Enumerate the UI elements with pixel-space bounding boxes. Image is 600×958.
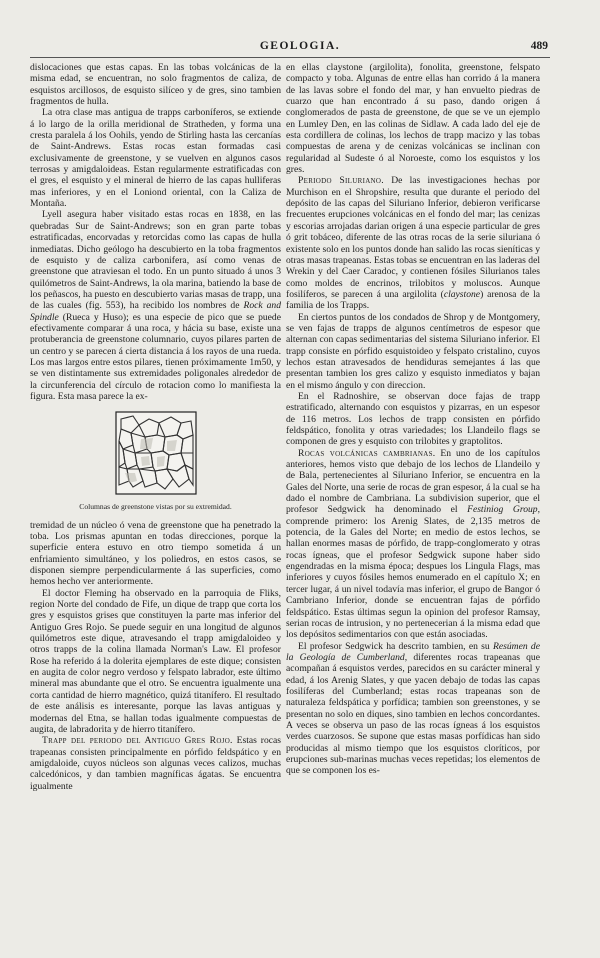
italic-term: Resúmen de la Geología de Cumberland,	[286, 640, 540, 663]
paragraph: En el Radnoshire, se observan doce fajas de trapp estratificado, alternando con esquistos y pizarras, en un espesor de 116 metros. Los lechos de trapp consisten en pórfido feldspático, fonolita y otras variedades; los Llandeilo flags se componen de gres y esquisto con trilobites y graptolitos.	[286, 390, 540, 448]
section-heading: Trapp del periodo del Antiguo Gres Rojo.	[42, 735, 233, 747]
paragraph	[286, 175, 540, 311]
text-span: ) arenosa de la familia de los Trapps.	[286, 288, 541, 312]
paragraph	[30, 209, 281, 402]
italic-term: claystone	[443, 288, 481, 300]
italic-term: Rock and Spindle	[30, 300, 282, 323]
text-span: Estas rocas trapeanas consisten principalmente en pórfido feldspático y en amigdaloide, cuyos núcleos son algunas veces calizos, muchas calcedónicos, y dan tambien magníficas ágatas. Se encuentra igualmente	[30, 735, 281, 792]
greenstone-columns-illustration	[115, 411, 197, 495]
header-rule	[30, 57, 550, 58]
paragraph: La otra clase mas antigua de trapps carboníferos, se extiende á lo largo de la orilla meridional de Stratheden, y forma una cresta paralela á los Oohils, yendo de Stirling hasta las cercanías de Saint-Andrews. Estas rocas estan formadas casi exclusivamente de greenstone, y se vuelven en algunos casos terrosas y amigdaloideas. Estan regularmente estratificadas con el gres, el esquisto y el mineral de hierro de las capas hulliferas mas inferiores, y en el Loniond oriental, con la Caliza de Montaña.	[30, 107, 281, 210]
paragraph	[30, 735, 281, 792]
page-number: 489	[530, 40, 548, 52]
text-span: diferentes rocas trapeanas que acompañan á esquistos verdes, parecidos en su carácter mineral y edad, á los Arenig Slates, y que yacen debajo de todas las capas fosilíferas del Cumberland; estas rocas trapeanas son de naturaleza feldspática y porfídica; tambien son greenstones, y se presentan no solo en diques, sino tambien en lechos concordantes. A veces se observa un paso de las rocas ígneas á los esquistos verdes cuarzosos. Se supone que estas masas porfídicas han sido producidas al mismo tiempo que los esquistos cloríticos, por erupciones sub-marinas muchas veces repetidas; los elementos de que se componen los es-	[286, 651, 540, 777]
section-heading: Rocas volcánicas cambrianas.	[298, 447, 436, 459]
left-column	[30, 62, 281, 792]
running-title: GEOLOGIA.	[259, 40, 341, 52]
text-span: (Rueca y Huso); es una especie de pico que se puede efectivamente comparar á una roca, y hácia su base, existe una protuberancia de greenstone columnario, cuyos pilares parten de un centro y se parecen á cierta distancia á los rayos de una rueda. Los mas largos entre estos pilares, tienen próximamente 1m50, y se ven distintamente sus extremidades poligonales alrededor de la circunferencia del círculo de rotacion como lo manifiesta la figura. Esta masa parece la ex-	[30, 311, 281, 402]
text-span: comprende primero: los Arenig Slates, de 2,135 metros de potencia, de la Gales del Norte; en medio de estos lechos, se hallan enormes masas de pórfido, de trapp-conglomerato y otras rocas ígneas, que el profesor Sedgwick supone haber sido engendradas en la misma época; despues los Lingula Flags, mas inferiores y cuyos fósiles hemos enumerado en el capítulo X; en tercer lugar, á un nivel todavía mas inferior, el grupo de Bangor ó Cambriano Inferior, donde se encuentran fajas de pórfido feldspático. Estas últimas segun la opinion del profesor Ramsay, serian rocas de intrusion, y no pertenecerian á la misma edad que los depósitos sedimentarios con que están asociadas.	[286, 515, 540, 641]
paragraph: dislocaciones que estas capas. En las tobas volcánicas de la misma edad, se encuentran, no solo fragmentos de caliza, de esquistos arcillosos, de esquisto silíceo y de gres, sino tambien fragmentos de hulla.	[30, 62, 281, 108]
paragraph	[286, 448, 540, 641]
paragraph: tremidad de un núcleo ó vena de greenstone que ha penetrado la toba. Los prismas apuntan en todas direcciones, porque la superficie entera estuvo en otro tiempo sometida á un enfriamiento simultáneo, y los poliedros, en estos casos, se disponen siempre perpendicularmente á las superficies, como hemos hecho ver anteriormente.	[30, 519, 281, 588]
paragraph: en ellas claystone (argilolita), fonolita, greenstone, felspato compacto y toba. Algunas de entre ellas han corrido á la manera de las lavas sobre el fondo del mar, y han envuelto piedras de cuarzo que han encontrado á su paso, dando origen á conglomerados de pasta de greenstone, de que se ve un ejemplo en Lumley Den, en las colinas de Sidlaw. A cada lado del eje de esta cordillera de colinas, los lechos de trapp macizo y las tobas compuestas de arena y de cenizas volcánicas se inclinan con regularidad al Sudeste ó al Noroeste, como los esquistos y los gres.	[286, 62, 540, 176]
italic-term: Festiniog Group,	[467, 504, 540, 516]
figure-caption: Columnas de greenstone vistas por su extremidad.	[79, 502, 232, 512]
text-span: Lyell asegura haber visitado estas rocas en 1838, en las quebradas Sur de Saint-Andrews; son en gran parte tobas estratificadas, encorvadas y retorcidas como las capas de hulla inmediatas. Dicho geólogo ha descubierto en la toba fragmentos de esquisto y de caliza carbonifera, así como venas de greenstone que atraviesan el todo. En un punto situado á unos 3 quilómetros de Saint-Andrews, la ola marina, batiendo la base de los peñascos, ha puesto en descubierto varias masas de trapp, una de las cuales (fig. 553), ha recibido los nombres de	[30, 209, 281, 312]
section-heading: Periodo Siluriano.	[298, 175, 384, 187]
figure-553	[30, 411, 281, 512]
text-span: En uno de los capítulos anteriores, hemos visto que debajo de los lechos de Llandeilo y de Bala, pertenecientes al Siluriano Inferior, se encuentra en la Gales del Norte, una serie de rocas de gran espesor, á la cual se ha dado el nombre de Cambriana. La subdivision superior, que el profesor Sedgwick ha denominado el	[286, 447, 540, 516]
text-span: El profesor Sedgwick ha descrito tambien, en su	[298, 640, 490, 652]
paragraph	[286, 641, 540, 777]
right-column	[286, 62, 540, 777]
text-span: De las investigaciones hechas por Murchison en el Shropshire, resulta que durante el periodo del depósito de las capas del Siluriano Inferior, debieron verificarse frecuentes erupciones volcánicas en el fondo del mar; las cenizas y escorias arrojadas darian origen á una especie particular de gres ó grit tobáceo, diferente de las otras rocas de la serie siluriana ó existente solo en los puntos donde han salido las rocas sieníticas y otras masas trapeanas. Estas tobas se encuentran en las laderas del Wrekin y del Caer Caradoc, y contienen fósiles Silurianos tales como moldes de encrinos, trilobitos y moluscos. Aunque fosilíferos, se parecen á una argilolita (	[286, 175, 540, 300]
paragraph: En ciertos puntos de los condados de Shrop y de Montgomery, se ven fajas de trapps de algunos centímetros de espesor que alternan con capas sedimentarias del sistema Siluriano inferior. El trapp consiste en pórfido esquistoideo y felspato cristalino, cuyos lechos estan atravesados de hendiduras semejantes á las que presentan tambien los gres calizo y esquisto inmediatos y bajan en el mismo ángulo y con direccion.	[286, 311, 540, 391]
running-header	[0, 40, 600, 58]
paragraph: El doctor Fleming ha observado en la parroquia de Fliks, region Norte del condado de Fife, un dique de trapp que corta los gres y esquistos grises que constituyen la parte mas inferior del Antiguo Gres Rojo. Se puede seguir en una longitud de algunos quilómetros este dique, atravesando el trapp amigdaloideo y otros trapps de la colina llamada Norman's Law. El profesor Rose ha referido á la dolerita ejemplares de este dique; consisten en augita de color negro verdoso y felspato labrador, este último mineral mas abundante que el otro. Se encuentra igualmente una corta cantidad de hierro magnético, quizá titanífero. El resultado de este análisis es interesante, porque las lavas antiguas y modernas del Etna, se hallan todas igualmente compuestas de augita, de labradorita y de hierro titanífero.	[30, 587, 281, 735]
